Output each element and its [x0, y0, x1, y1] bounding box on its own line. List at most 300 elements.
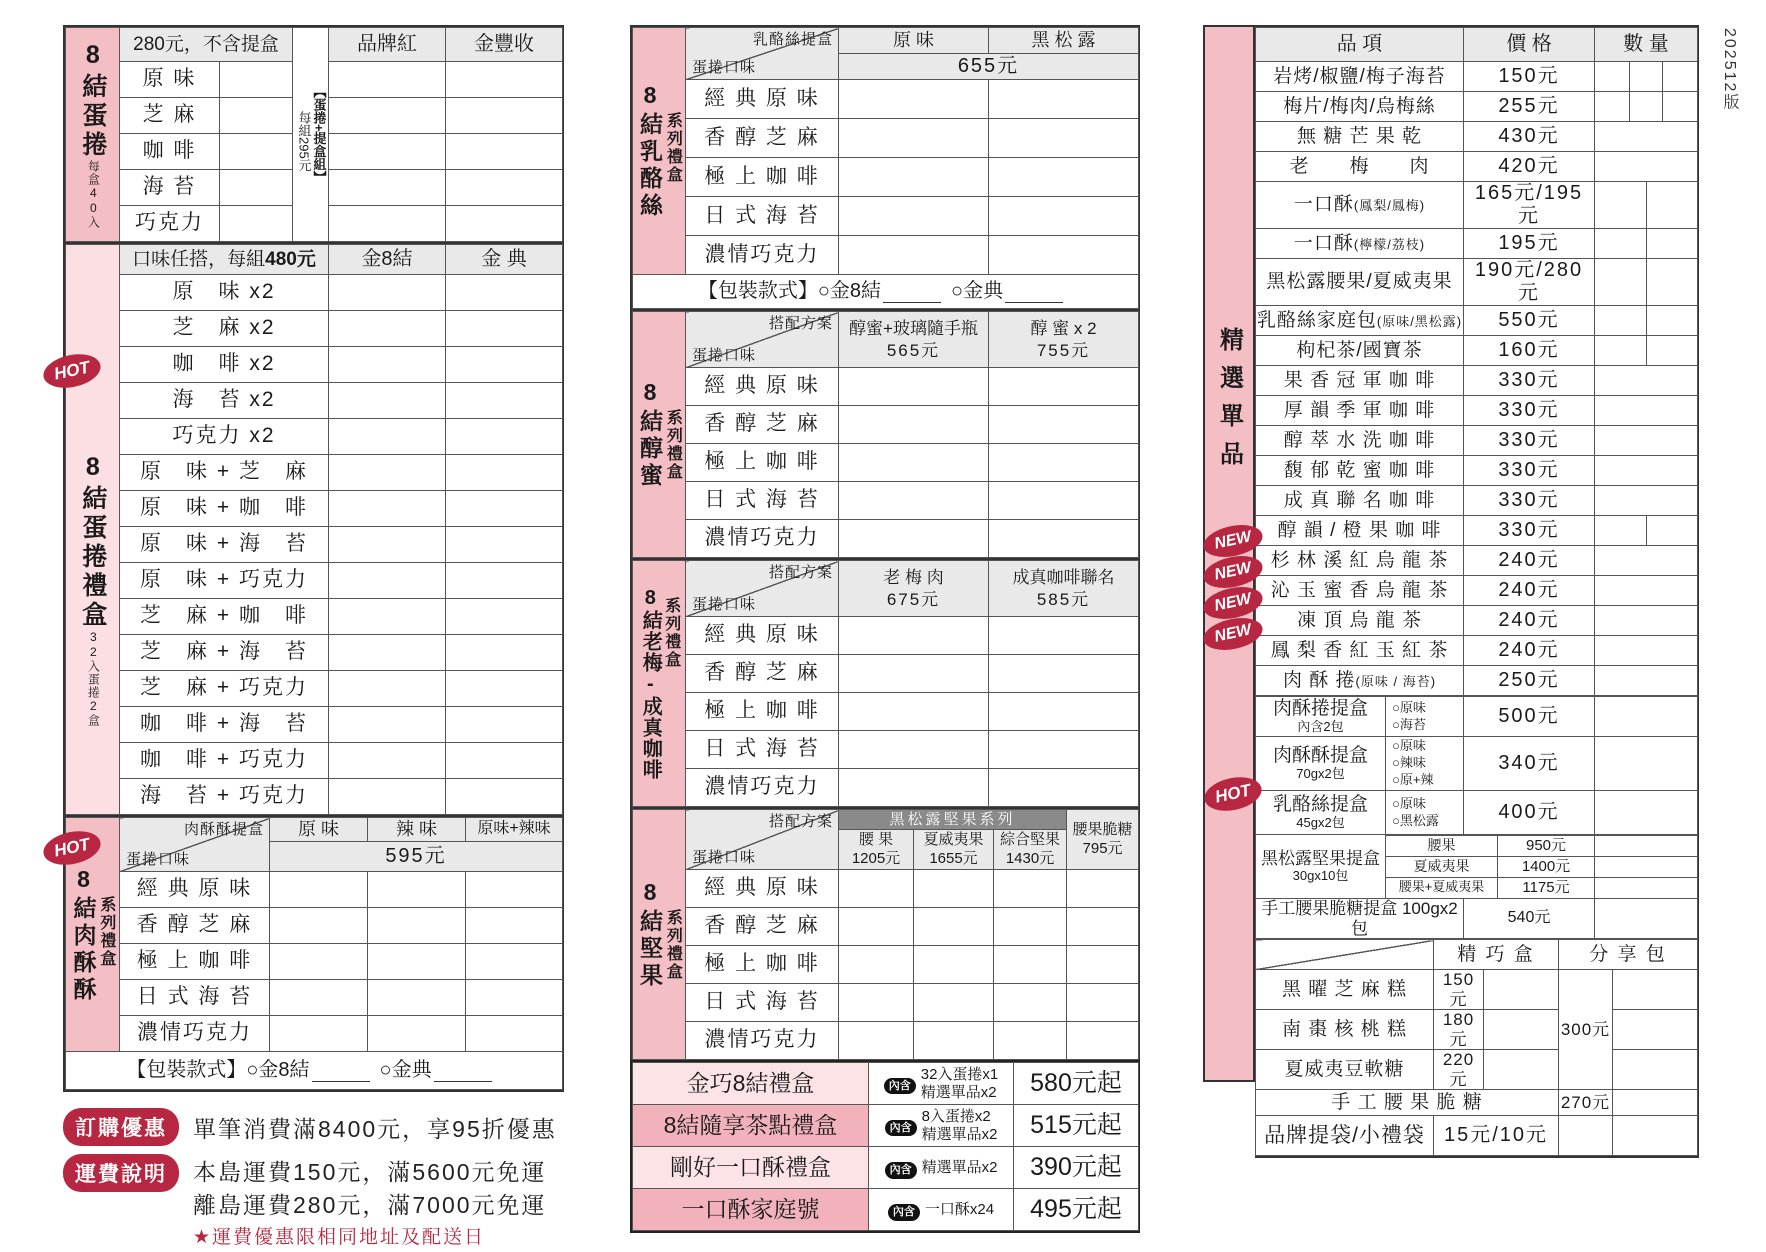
qty-cell[interactable]	[914, 870, 994, 908]
diagonal-header: 搭配方案 蛋捲口味	[686, 561, 839, 617]
col-header: 腰 果 1205元	[839, 830, 914, 870]
qty-cell[interactable]	[329, 707, 446, 743]
side-title: 8結老梅-成真咖啡	[639, 587, 662, 780]
qty-cell[interactable]	[1595, 122, 1698, 152]
diagonal-header	[1256, 940, 1434, 970]
qty-cell[interactable]	[1595, 791, 1698, 835]
qty-cell[interactable]	[989, 769, 1139, 807]
qty-cell[interactable]	[446, 563, 563, 599]
table-row	[1256, 229, 1698, 259]
qty-cell[interactable]	[329, 419, 446, 455]
qty-cell[interactable]	[1595, 182, 1698, 229]
item-price: 160元	[1464, 336, 1595, 366]
column-header-gold-classic: 金 典	[446, 245, 563, 275]
qty-cell[interactable]	[1067, 946, 1139, 984]
item-name: 黑松露堅果提盒 30gx10包	[1256, 835, 1386, 899]
qty-cell[interactable]	[839, 158, 989, 197]
qty-cell[interactable]	[446, 527, 563, 563]
flavor-options[interactable]: ○原味 ○海苔	[1386, 697, 1464, 737]
qty-cell[interactable]	[989, 731, 1139, 769]
pork-floss-table	[65, 817, 563, 1090]
table-row	[1256, 1010, 1698, 1050]
qty-cell[interactable]	[466, 908, 563, 944]
qty-cell[interactable]	[329, 275, 446, 311]
item-name: 沁 玉 蜜 香 烏 龍 茶	[1256, 576, 1464, 606]
qty-cell[interactable]	[839, 984, 914, 1022]
item-price: 330元	[1464, 366, 1595, 396]
table-row	[1256, 1050, 1698, 1090]
flavor-options[interactable]: ○原味 ○辣味 ○原+辣	[1386, 737, 1464, 791]
gift-name: 剛好一口酥禮盒	[633, 1147, 869, 1189]
qty-cell[interactable]	[1595, 259, 1698, 306]
flavor-label: 香 醇 芝 麻	[686, 119, 839, 158]
flavor-label: 香 醇 芝 麻	[120, 908, 270, 944]
qty-cell[interactable]	[329, 527, 446, 563]
gift-contents: 內含 32入蛋捲x1 精選單品x2	[869, 1063, 1014, 1105]
qty-cell[interactable]	[270, 944, 368, 980]
plum-coffee-side-label	[633, 561, 686, 807]
item-name: 手工腰果脆糖提盒 100gx2包	[1256, 899, 1464, 939]
qty-cell[interactable]	[329, 743, 446, 779]
qty-cell[interactable]	[1595, 877, 1698, 898]
item-price: 240元	[1464, 546, 1595, 576]
qty-cell[interactable]	[1613, 1050, 1698, 1090]
qty-cell[interactable]	[1595, 486, 1698, 516]
qty-cell[interactable]	[466, 944, 563, 980]
selected-items-table	[1255, 27, 1698, 696]
sub-price: 1400元	[1498, 856, 1595, 877]
qty-cell[interactable]	[1595, 606, 1698, 636]
side-subtitle: 系列禮盒	[664, 909, 682, 981]
item-name: 黑松露腰果/夏威夷果	[1256, 259, 1464, 306]
item-name: 鳳 梨 香 紅 玉 紅 茶	[1256, 636, 1464, 666]
qty-cell[interactable]	[329, 134, 446, 170]
qty-cell[interactable]	[446, 98, 563, 134]
item-name: 品牌提袋/小禮袋	[1256, 1116, 1434, 1156]
order-discount-text: 單筆消費滿8400元，享95折優惠	[193, 1115, 557, 1142]
qty-cell[interactable]	[446, 62, 563, 98]
item-name: 夏威夷豆軟糖	[1256, 1050, 1434, 1090]
qty-cell[interactable]	[329, 599, 446, 635]
table-row	[66, 707, 563, 743]
qty-cell[interactable]	[1067, 908, 1139, 946]
table-row	[633, 1022, 1139, 1060]
flavor-options[interactable]: ○原味 ○黑松露	[1386, 791, 1464, 835]
qty-cell[interactable]	[329, 779, 446, 815]
qty-cell[interactable]	[994, 946, 1067, 984]
qty-cell[interactable]	[839, 236, 989, 275]
qty-cell[interactable]	[989, 482, 1139, 520]
qty-cell[interactable]	[446, 635, 563, 671]
side-title: 8結堅果	[637, 879, 664, 990]
qty-cell[interactable]	[220, 134, 293, 170]
qty-cell[interactable]	[1595, 856, 1698, 877]
qty-cell[interactable]	[1595, 697, 1698, 737]
qty-cell[interactable]	[989, 693, 1139, 731]
mix-price-header: 口味任搭，每組480元	[120, 245, 329, 275]
qty-cell[interactable]	[994, 984, 1067, 1022]
qty-cell[interactable]	[446, 347, 563, 383]
qty-cell[interactable]	[1595, 62, 1698, 92]
qty-cell[interactable]	[466, 1016, 563, 1052]
qty-cell[interactable]	[466, 980, 563, 1016]
qty-cell[interactable]	[839, 197, 989, 236]
left-column	[63, 25, 564, 1249]
boxed-set-table	[1255, 696, 1698, 939]
table-row	[66, 908, 563, 944]
qty-cell[interactable]	[839, 1022, 914, 1060]
egg-roll-section	[63, 25, 564, 244]
qty-cell[interactable]	[1595, 229, 1698, 259]
table-row	[1256, 366, 1698, 396]
qty-cell[interactable]	[839, 80, 989, 119]
qty-cell[interactable]	[329, 635, 446, 671]
item-price: 270元	[1559, 1090, 1613, 1116]
qty-cell[interactable]	[1595, 366, 1698, 396]
qty-cell[interactable]	[1595, 456, 1698, 486]
qty-cell[interactable]	[220, 206, 293, 242]
qty-cell[interactable]	[914, 984, 994, 1022]
side-note: 32入蛋捲2盒	[86, 629, 101, 727]
qty-cell[interactable]	[368, 944, 466, 980]
price-header: 價 格	[1464, 28, 1595, 62]
gift-contents: 內含 一口酥x24	[869, 1189, 1014, 1231]
qty-cell[interactable]	[220, 170, 293, 206]
table-row	[66, 455, 563, 491]
qty-cell[interactable]	[1484, 1050, 1559, 1090]
giftbox-combo-table	[632, 1062, 1139, 1231]
qty-cell[interactable]	[368, 908, 466, 944]
qty-cell[interactable]	[446, 311, 563, 347]
table-row	[1256, 182, 1698, 229]
table-row	[1386, 835, 1698, 856]
qty-cell[interactable]	[368, 980, 466, 1016]
table-row	[633, 908, 1139, 946]
table-row	[1256, 396, 1698, 426]
table-row	[1256, 259, 1698, 306]
flavor-label: 香 醇 芝 麻	[686, 655, 839, 693]
flavor-label: 經 典 原 味	[686, 80, 839, 119]
qty-cell[interactable]	[1595, 516, 1698, 546]
packaging-style-row[interactable]: 【包裝款式】○金8結 ○金典	[66, 1052, 563, 1090]
qty-cell[interactable]	[839, 908, 914, 946]
qty-cell[interactable]	[839, 946, 914, 984]
qty-cell[interactable]	[329, 455, 446, 491]
qty-cell[interactable]	[1595, 306, 1698, 336]
qty-cell[interactable]	[989, 617, 1139, 655]
qty-cell[interactable]	[914, 1022, 994, 1060]
table-row	[633, 368, 1139, 406]
col-header: 腰果脆糖 795元	[1067, 810, 1139, 870]
flavor-label: 濃情巧克力	[686, 520, 839, 558]
nut-subrow-table	[1386, 835, 1698, 899]
qty-cell[interactable]	[446, 134, 563, 170]
item-header: 品 項	[1256, 28, 1464, 62]
qty-cell[interactable]	[1595, 426, 1698, 456]
nut-side-label	[633, 810, 686, 1060]
table-row	[66, 743, 563, 779]
gift-contents: 內含 精選單品x2	[869, 1147, 1014, 1189]
plum-coffee-section	[630, 558, 1140, 809]
qty-cell[interactable]	[446, 743, 563, 779]
qty-cell[interactable]	[466, 872, 563, 908]
flavor-label: 經 典 原 味	[686, 617, 839, 655]
qty-cell[interactable]	[446, 671, 563, 707]
honey-table	[632, 311, 1139, 558]
qty-cell[interactable]	[989, 444, 1139, 482]
qty-cell[interactable]	[989, 368, 1139, 406]
egg-roll-giftbox-section	[63, 242, 564, 817]
pork-floss-section	[63, 815, 564, 1092]
item-name: 醇 萃 水 洗 咖 啡	[1256, 426, 1464, 456]
col-header: 成真咖啡聯名 585元	[989, 561, 1139, 617]
item-name: 果 香 冠 軍 咖 啡	[1256, 366, 1464, 396]
flavor-label: 咖 啡	[120, 134, 220, 170]
qty-cell[interactable]	[1613, 1090, 1698, 1116]
qty-cell[interactable]	[329, 98, 446, 134]
qty-cell[interactable]	[446, 170, 563, 206]
qty-cell[interactable]	[270, 908, 368, 944]
combo-label: 海 苔 x2	[120, 383, 329, 419]
qty-cell[interactable]	[329, 671, 446, 707]
sub-name: 夏威夷果	[1386, 856, 1498, 877]
qty-cell[interactable]	[1595, 899, 1698, 939]
qty-cell[interactable]	[1613, 1116, 1698, 1156]
qty-cell[interactable]	[989, 158, 1139, 197]
combo-label: 原 味 + 芝 麻	[120, 455, 329, 491]
item-name: 黑 曜 芝 麻 糕	[1256, 970, 1434, 1010]
table-row	[66, 671, 563, 707]
table-row	[633, 406, 1139, 444]
qty-cell[interactable]	[989, 119, 1139, 158]
new-badge: NEW	[1202, 552, 1265, 591]
col-header: 綜合堅果 1430元	[994, 830, 1067, 870]
combo-set-note: 【蛋捲+提盒組】 每組295元	[293, 28, 329, 242]
qty-cell[interactable]	[989, 236, 1139, 275]
side-subtitle: 系列禮盒	[97, 895, 115, 968]
right-column	[1203, 25, 1699, 1158]
qty-cell[interactable]	[368, 872, 466, 908]
qty-cell[interactable]	[329, 347, 446, 383]
qty-cell[interactable]	[914, 908, 994, 946]
gift-contents: 內含 8入蛋捲x2 精選單品x2	[869, 1105, 1014, 1147]
item-name: 厚 韻 季 軍 咖 啡	[1256, 396, 1464, 426]
qty-cell[interactable]	[446, 491, 563, 527]
table-row	[1256, 152, 1698, 182]
flavor-label: 經 典 原 味	[686, 368, 839, 406]
table-row	[633, 870, 1139, 908]
qty-cell[interactable]	[1595, 666, 1698, 696]
qty-cell[interactable]	[329, 206, 446, 242]
item-name: 梅片/梅肉/烏梅絲	[1256, 92, 1464, 122]
combo-label: 咖 啡 x2	[120, 347, 329, 383]
qty-cell[interactable]	[329, 563, 446, 599]
qty-cell[interactable]	[989, 197, 1139, 236]
item-price: 330元	[1464, 486, 1595, 516]
table-row	[633, 236, 1139, 275]
side-title: 8結蛋捲禮盒	[78, 452, 107, 630]
new-badge: NEW	[1202, 521, 1265, 560]
table-row	[66, 275, 563, 311]
flavor-label: 濃情巧克力	[686, 769, 839, 807]
side-title: 8結乳酪絲	[637, 82, 664, 220]
combo-label: 原 味 x2	[120, 275, 329, 311]
qty-cell[interactable]	[446, 206, 563, 242]
flavor-label: 原 味	[120, 62, 220, 98]
contains-tag: 內含	[888, 1204, 920, 1221]
qty-cell[interactable]	[839, 406, 989, 444]
qty-cell[interactable]	[839, 368, 989, 406]
item-price: 330元	[1464, 396, 1595, 426]
qty-cell[interactable]	[839, 693, 989, 731]
qty-cell[interactable]	[839, 769, 989, 807]
qty-cell[interactable]	[270, 980, 368, 1016]
truffle-nut-series-header: 黑松露堅果系列	[839, 810, 1067, 830]
col-header: 原味+辣味	[466, 818, 563, 842]
qty-cell[interactable]	[270, 872, 368, 908]
qty-cell[interactable]	[1595, 152, 1698, 182]
table-row	[633, 520, 1139, 558]
qty-cell[interactable]	[1613, 970, 1698, 1010]
qty-cell[interactable]	[1595, 396, 1698, 426]
item-price: 165元/195元	[1464, 182, 1595, 229]
qty-cell[interactable]	[1067, 1022, 1139, 1060]
table-row	[1386, 877, 1698, 898]
shipping-restriction-note: ★運費優惠限相同地址及配送日	[193, 1227, 486, 1248]
qty-cell[interactable]	[1595, 835, 1698, 856]
table-row	[633, 946, 1139, 984]
hot-badge: HOT	[41, 351, 102, 392]
combo-label: 咖 啡 + 巧克力	[120, 743, 329, 779]
table-row	[66, 1016, 563, 1052]
cheese-strip-table	[632, 27, 1139, 309]
selected-items-tables	[1255, 25, 1699, 1158]
qty-cell[interactable]	[368, 1016, 466, 1052]
qty-cell[interactable]	[1484, 970, 1559, 1010]
combo-label: 芝 麻 + 巧克力	[120, 671, 329, 707]
flavor-label: 濃情巧克力	[120, 1016, 270, 1052]
flavor-label: 經 典 原 味	[686, 870, 839, 908]
qty-cell[interactable]	[914, 946, 994, 984]
giftbox-combo-section	[630, 1060, 1140, 1233]
qty-cell[interactable]	[1595, 636, 1698, 666]
qty-cell[interactable]	[994, 870, 1067, 908]
qty-cell[interactable]	[989, 406, 1139, 444]
new-badge: NEW	[1202, 614, 1265, 653]
column-header-golden-harvest: 金豐收	[446, 28, 563, 62]
item-price: 550元	[1464, 306, 1595, 336]
qty-cell[interactable]	[994, 908, 1067, 946]
diagonal-header: 搭配方案 蛋捲口味	[686, 312, 839, 368]
flavor-label: 日 式 海 苔	[686, 197, 839, 236]
qty-cell[interactable]	[994, 1022, 1067, 1060]
qty-cell[interactable]	[270, 1016, 368, 1052]
qty-cell[interactable]	[1595, 576, 1698, 606]
item-price: 330元	[1464, 516, 1595, 546]
packaging-style-row[interactable]: 【包裝款式】○金8結 ○金典	[633, 275, 1139, 309]
qty-cell[interactable]	[839, 444, 989, 482]
flavor-label: 日 式 海 苔	[686, 731, 839, 769]
qty-cell[interactable]	[446, 383, 563, 419]
table-row	[1256, 1116, 1698, 1156]
side-subtitle: 系列禮盒	[664, 112, 682, 184]
item-price: 330元	[1464, 456, 1595, 486]
price-header: 595元	[270, 842, 563, 872]
qty-cell[interactable]	[220, 98, 293, 134]
table-row	[66, 311, 563, 347]
nut-section	[630, 807, 1140, 1062]
qty-cell[interactable]	[839, 617, 989, 655]
contains-tag: 內含	[884, 1078, 916, 1095]
flavor-label: 海 苔	[120, 170, 220, 206]
qty-cell[interactable]	[1484, 1010, 1559, 1050]
qty-cell[interactable]	[1595, 92, 1698, 122]
qty-cell[interactable]	[989, 520, 1139, 558]
gift-price: 390元起	[1014, 1147, 1139, 1189]
qty-cell[interactable]	[839, 520, 989, 558]
side-subtitle: 系列禮盒	[662, 597, 680, 669]
qty-cell[interactable]	[329, 491, 446, 527]
qty-cell[interactable]	[1559, 1116, 1613, 1156]
qty-cell[interactable]	[220, 62, 293, 98]
qty-cell[interactable]	[329, 170, 446, 206]
shipping-text-island: 離島運費280元，滿7000元免運	[193, 1192, 547, 1218]
col-header: 醇 蜜 x 2 755元	[989, 312, 1139, 368]
qty-cell[interactable]	[329, 311, 446, 347]
qty-cell[interactable]	[989, 80, 1139, 119]
side-title: 8結肉酥酥	[70, 865, 97, 1004]
qty-cell[interactable]	[1595, 737, 1698, 791]
egg-roll-side-label	[66, 28, 120, 242]
qty-cell[interactable]	[839, 731, 989, 769]
table-row	[66, 872, 563, 908]
qty-cell[interactable]	[989, 655, 1139, 693]
small-box-share-pack-table	[1255, 939, 1698, 1156]
qty-cell[interactable]	[1613, 1010, 1698, 1050]
qty-cell[interactable]	[446, 455, 563, 491]
qty-cell[interactable]	[1595, 546, 1698, 576]
side-subtitle: 系列禮盒	[664, 409, 682, 481]
item-price: 420元	[1464, 152, 1595, 182]
qty-cell[interactable]	[446, 779, 563, 815]
qty-cell[interactable]	[1595, 336, 1698, 366]
item-name: 南 棗 核 桃 糕	[1256, 1010, 1434, 1050]
qty-cell[interactable]	[839, 870, 914, 908]
flavor-label: 極 上 咖 啡	[686, 444, 839, 482]
qty-cell[interactable]	[839, 655, 989, 693]
table-row	[66, 383, 563, 419]
price-header: 280元，不含提盒	[120, 28, 293, 62]
qty-cell[interactable]	[446, 275, 563, 311]
item-name: 肉酥酥提盒 70gx2包	[1256, 737, 1386, 791]
qty-cell[interactable]	[446, 599, 563, 635]
qty-cell[interactable]	[329, 383, 446, 419]
combo-label: 芝 麻 + 海 苔	[120, 635, 329, 671]
qty-cell[interactable]	[1067, 870, 1139, 908]
qty-cell[interactable]	[329, 62, 446, 98]
table-row	[66, 491, 563, 527]
qty-cell[interactable]	[446, 707, 563, 743]
table-row	[66, 944, 563, 980]
qty-cell[interactable]	[446, 419, 563, 455]
qty-cell[interactable]	[839, 119, 989, 158]
item-price: 150元	[1464, 62, 1595, 92]
qty-cell[interactable]	[839, 482, 989, 520]
item-name: 一口酥(鳳梨/鳳梅)	[1256, 182, 1464, 229]
item-name: 杉 林 溪 紅 烏 龍 茶	[1256, 546, 1464, 576]
qty-cell[interactable]	[1067, 984, 1139, 1022]
nut-subrows	[1386, 835, 1698, 899]
